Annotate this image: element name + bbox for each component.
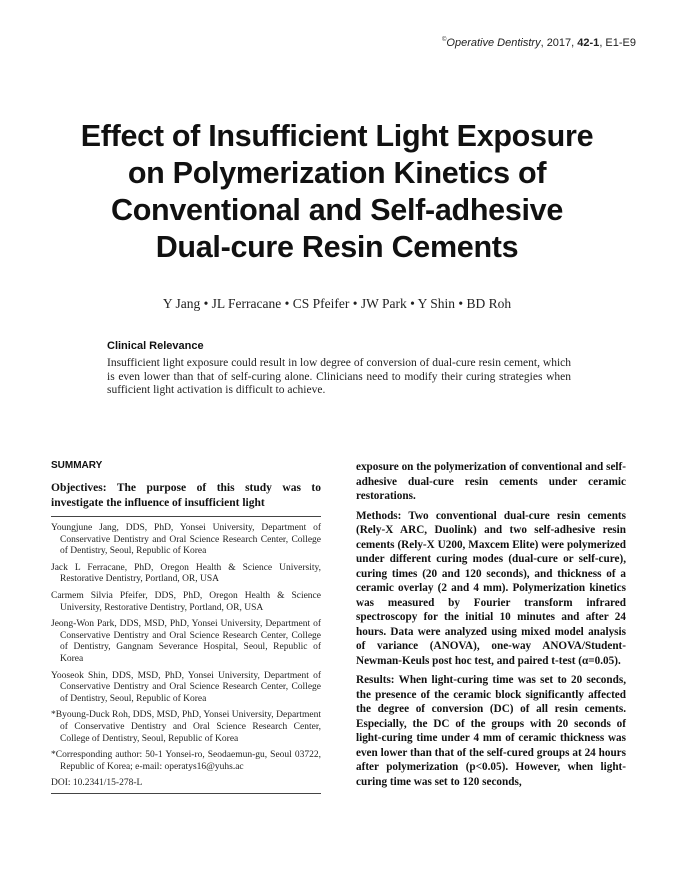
affiliation-item: *Corresponding author: 50-1 Yonsei-ro, Seodaemun-gu, Seoul 03722, Republic of Korea; e-mail: operatys16@yuhs.ac bbox=[51, 750, 321, 772]
results-text: When light-curing time was set to 20 seconds, the presence of the ceramic block significantly affected the degree of conversion (DC) of all resin cements. Especially, the DC of the groups with 20 seconds of light-curing time under 4 mm of ceramic thickness was even lower than that of the self-cured groups at 24 hours after polymerization (p<0.05). However, when light-curing time was set to 120 seconds, bbox=[356, 674, 626, 788]
affiliation-item: Jeong-Won Park, DDS, MSD, PhD, Yonsei University, Department of Conservative Dentistry and Oral Science Research Center, College of Dentistry, Gangnam Severance Hospital, Seoul, Republic of Korea bbox=[51, 619, 321, 664]
divider bbox=[51, 516, 321, 517]
methods-label: Methods: bbox=[356, 509, 402, 522]
journal-pages: , E1-E9 bbox=[599, 37, 636, 49]
article-title bbox=[30, 118, 644, 266]
journal-header bbox=[442, 37, 636, 49]
title-line: Effect of Insufficient Light Exposure bbox=[80, 119, 594, 153]
objectives-continued: exposure on the polymerization of conventional and self-adhesive dual-cure resin cements under ceramic restorations. bbox=[356, 461, 626, 502]
affiliation-item: Carmem Silvia Pfeifer, DDS, PhD, Oregon Health & Science University, Restorative Dentistry, Portland, OR, USA bbox=[51, 590, 321, 613]
title-line: Dual-cure Resin Cements bbox=[155, 230, 519, 264]
methods-paragraph bbox=[356, 509, 626, 669]
affiliation-item: Youngjune Jang, DDS, PhD, Yonsei University, Department of Conservative Dentistry and Oral Science Research Center, College of Dentistry, Seoul, Republic of Korea bbox=[51, 523, 321, 557]
clinical-relevance-text: Insufficient light exposure could result in low degree of conversion of dual-cure resin cement, which is even lower than that of self-curing alone. Clinicians need to modify their curing strategies when sufficient light activation is difficult to achieve. bbox=[107, 357, 571, 396]
affiliation-item: Jack L Ferracane, PhD, Oregon Health & Science University, Restorative Dentistry, Portland, OR, USA bbox=[51, 562, 321, 585]
right-column bbox=[356, 460, 626, 794]
title-line: on Polymerization Kinetics of bbox=[127, 156, 547, 190]
author-list: Y Jang • JL Ferracane • CS Pfeifer • JW Park • Y Shin • BD Roh bbox=[162, 296, 512, 311]
methods-text: Two conventional dual-cure resin cements (Rely-X ARC, Duolink) and two self-adhesive resin cements (Rely-X U200, Maxcem Elite) were polymerized under different curing modes (dual-cure or self-cure), curing times (20 and 120 seconds), and thickness of a ceramic overlay (2 and 4 mm). Polymerization kinetics was measured by Fourier transform infrared spectroscopy for the initial 10 minutes and after 24 hours. Data were analyzed using mixed model analysis of variance (ANOVA), one-way ANOVA/Student-Newman-Keuls post hoc test, and paired t-test (α=0.05). bbox=[356, 509, 626, 667]
summary-heading: SUMMARY bbox=[51, 460, 103, 471]
doi: DOI: 10.2341/15-278-L bbox=[51, 778, 143, 789]
clinical-relevance-box bbox=[107, 340, 571, 398]
divider bbox=[51, 793, 321, 794]
left-column bbox=[51, 460, 321, 794]
objectives-label: Objectives: bbox=[51, 482, 107, 494]
title-line: Conventional and Self-adhesive bbox=[111, 193, 563, 227]
clinical-relevance-heading: Clinical Relevance bbox=[107, 340, 204, 352]
affiliation-item: *Byoung-Duck Roh, DDS, MSD, PhD, Yonsei University, Department of Conservative Dentistry and Oral Science Research Center, College of Dentistry, Seoul, Republic of Korea bbox=[51, 710, 321, 744]
objectives-paragraph bbox=[51, 481, 321, 511]
copyright-mark: © bbox=[442, 37, 447, 43]
journal-name: Operative Dentistry bbox=[446, 37, 541, 49]
journal-volume: 42-1 bbox=[577, 37, 600, 49]
journal-year: , 2017, bbox=[540, 37, 578, 49]
affiliation-item: Yooseok Shin, DDS, MSD, PhD, Yonsei University, Department of Conservative Dentistry and Oral Science Research Center, College of Dentistry, Seoul, Republic of Korea bbox=[51, 670, 321, 704]
results-label: Results: bbox=[356, 674, 395, 686]
results-paragraph bbox=[356, 673, 626, 789]
objectives-text: The purpose of this study was to investigate the influence of insufficient light bbox=[51, 482, 321, 509]
